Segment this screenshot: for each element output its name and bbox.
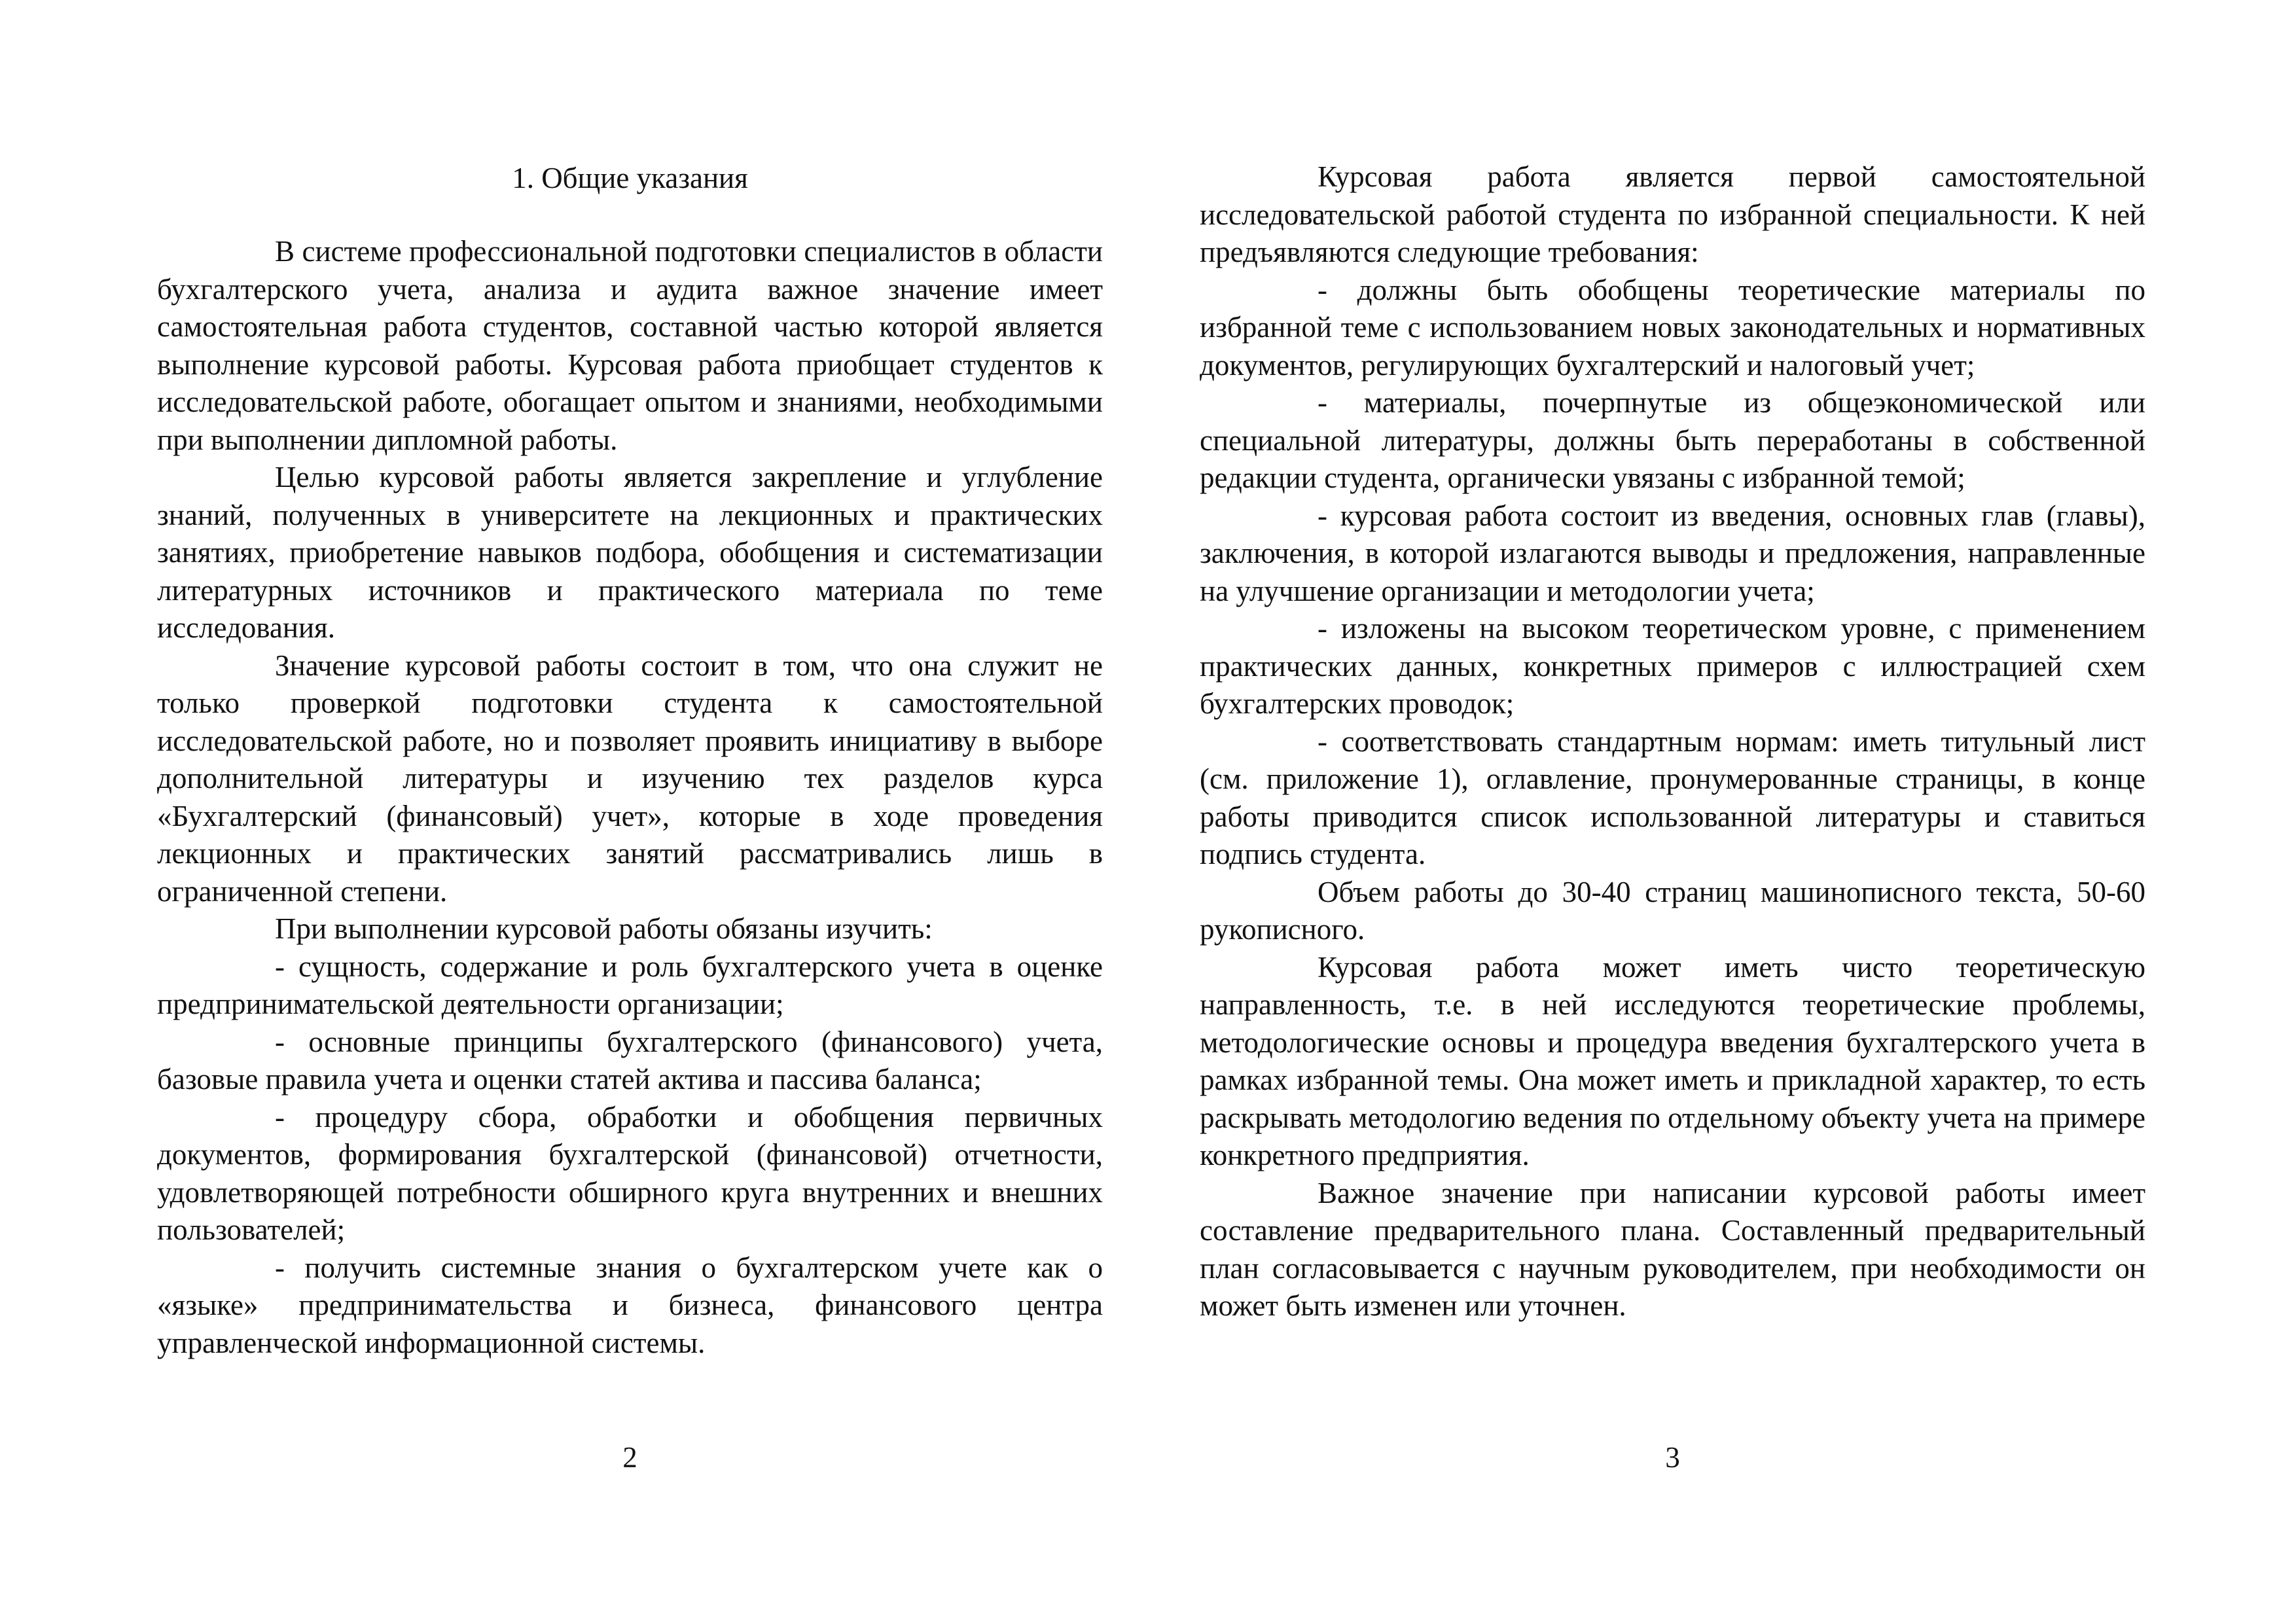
paragraph: Курсовая работа может иметь чисто теоретическую направленность, т.е. в ней исследуются теоретические проблемы, методологические основы и процедура введения бухгалтерского учета в рамках избранной темы. Она может иметь и прикладной характер, то есть раскрывать методологию ведения по отдельному объекту учета на примере конкретного предприятия. (1200, 950, 2145, 1171)
paragraph: Курсовая работа является первой самостоятельной исследовательской работой студента по избранной специальности. К ней предъявляются следующие требования: (1200, 160, 2145, 268)
paragraph: При выполнении курсовой работы обязаны изучить: (275, 912, 933, 945)
list-item: - должны быть обобщены теоретические материалы по избранной теме с использованием новых законодательных и нормативных документов, регулирующих бухгалтерский и налоговый учет; (1200, 273, 2145, 382)
page-number: 3 (1665, 1441, 1680, 1474)
paragraph: В системе профессиональной подготовки специалистов в области бухгалтерского учета, анализа и аудита важное значение имеет самостоятельная работа студентов, составной частью которой является выполнение курсовой работы. Курсовая работа приобщает студентов к исследовательской работе, обогащает опытом и знаниями, необходимыми при выполнении дипломной работы. (157, 235, 1103, 456)
right-page (1200, 0, 2145, 1623)
section-heading: 1. Общие указания (512, 162, 748, 194)
list-item: - соответствовать стандартным нормам: иметь титульный лист (см. приложение 1), оглавление, пронумерованные страницы, в конце работы приводится список использованной литературы и ставиться подпись студента. (1200, 724, 2145, 870)
paragraph: Целью курсовой работы является закрепление и углубление знаний, полученных в университете на лекционных и практических занятиях, приобретение навыков подбора, обобщения и систематизации литературных источников и практического материала по теме исследования. (157, 461, 1103, 644)
list-item: - основные принципы бухгалтерского (финансового) учета, базовые правила учета и оценки статей актива и пассива баланса; (157, 1025, 1103, 1096)
list-item: - изложены на высоком теоретическом уровне, с применением практических данных, конкретных примеров с иллюстрацией схем бухгалтерских проводок; (1200, 612, 2145, 720)
list-item: - материалы, почерпнутые из общеэкономической или специальной литературы, должны быть переработаны в собственной редакции студента, органически увязаны с избранной темой; (1200, 386, 2145, 494)
left-page-body (157, 233, 1103, 1362)
list-item: - получить системные знания о бухгалтерском учете как о «языке» предпринимательства и бизнеса, финансового центра управленческой информационной системы. (157, 1251, 1103, 1359)
paragraph: Важное значение при написании курсовой работы имеет составление предварительного плана. Составленный предварительный план согласовывается с научным руководителем, при необходимости он может быть изменен или уточнен. (1200, 1176, 2145, 1322)
paragraph: Значение курсовой работы состоит в том, что она служит не только проверкой подготовки студента к самостоятельной исследовательской работе, но и позволяет проявить инициативу в выборе дополнительной литературы и изучению тех разделов курса «Бухгалтерский (финансовый) учет», которые в ходе проведения лекционных и практических занятий рассматривались лишь в ограниченной степени. (157, 649, 1103, 908)
list-item: - сущность, содержание и роль бухгалтерского учета в оценке предпринимательской деятельности организации; (157, 950, 1103, 1020)
left-page (157, 0, 1103, 1623)
right-page-body (1200, 158, 2145, 1325)
paragraph: Объем работы до 30-40 страниц машинописного текста, 50-60 рукописного. (1200, 875, 2145, 946)
page-number: 2 (622, 1441, 637, 1474)
list-item: - процедуру сбора, обработки и обобщения первичных документов, формирования бухгалтерской (финансовой) отчетности, удовлетворяющей потребности обширного круга внутренних и внешних пользователей; (157, 1100, 1103, 1246)
list-item: - курсовая работа состоит из введения, основных глав (главы), заключения, в которой излагаются выводы и предложения, направленные на улучшение организации и методологии учета; (1200, 499, 2145, 607)
